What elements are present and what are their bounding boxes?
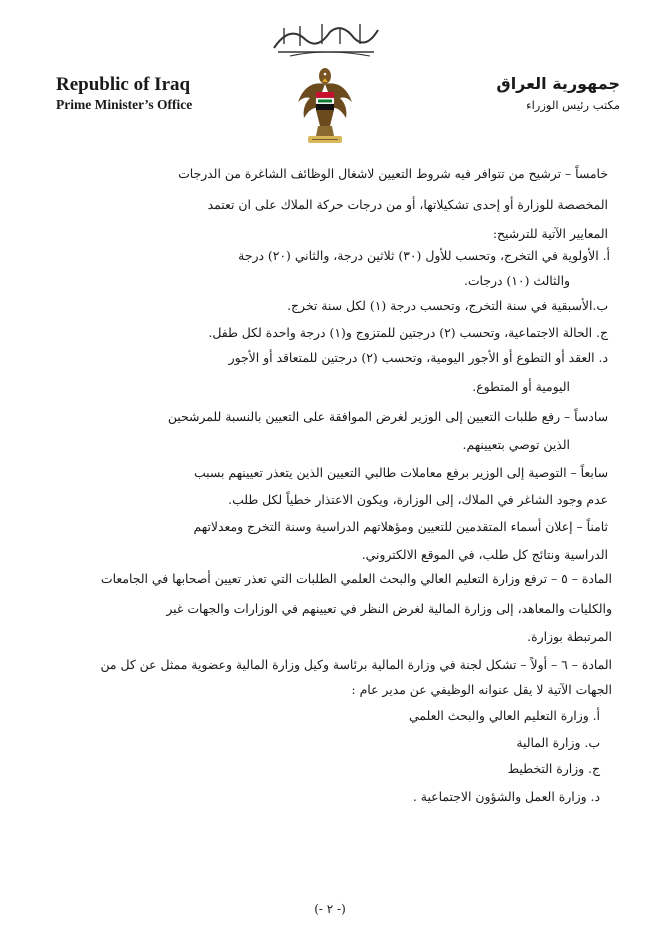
body-line: ب.الأسبقية في سنة التخرج، وتحسب درجة (١) لكل سنة تخرج. bbox=[287, 298, 608, 313]
body-line: اليومية أو المتطوع. bbox=[472, 379, 570, 394]
body-line: المخصصة للوزارة أو إحدى تشكيلاتها، أو من درجات حركة الملاك على ان تعتمد bbox=[207, 197, 608, 212]
basmala-calligraphy bbox=[270, 18, 382, 58]
body-line: الدراسية ونتائج كل طلب، في الموقع الالكتروني. bbox=[361, 547, 608, 562]
body-line: المرتبطة بوزارة. bbox=[527, 629, 612, 644]
body-line: والثالث (١٠) درجات. bbox=[463, 273, 570, 288]
body-line: المادة – ٥ – ترفع وزارة التعليم العالي والبحث العلمي الطلبات التي تعذر تعيين أصحابها في الجامعات bbox=[100, 571, 612, 586]
arabic-title: جمهورية العراق bbox=[496, 74, 620, 93]
body-line: ج. الحالة الاجتماعية، وتحسب (٢) درجتين للمتزوج و(١) درجة واحدة لكل طفل. bbox=[208, 325, 608, 340]
body-line: د. وزارة العمل والشؤون الاجتماعية . bbox=[412, 789, 600, 804]
arabic-subtitle: مكتب رئيس الوزراء bbox=[526, 98, 620, 112]
body-line: سادساً – رفع طلبات التعيين إلى الوزير لغرض الموافقة على التعيين بالنسبة للمرشحين bbox=[167, 409, 608, 424]
body-line: ج. وزارة التخطيط bbox=[507, 761, 600, 776]
body-line: ب. وزارة المالية bbox=[516, 735, 600, 750]
english-title: Republic of Iraq bbox=[56, 74, 191, 95]
body-line: الجهات الآتية لا يقل عنوانه الوظيفي عن مدير عام : bbox=[351, 682, 612, 697]
english-subtitle: Prime Minister’s Office bbox=[56, 97, 193, 112]
body-line: ثامناً – إعلان أسماء المتقدمين للتعيين ومؤهلاتهم الدراسية وسنة التخرج ومعدلاتهم bbox=[193, 519, 608, 534]
body-line: أ. وزارة التعليم العالي والبحث العلمي bbox=[409, 708, 600, 723]
page-number: (- ٢ -) bbox=[314, 902, 346, 916]
body-line: د. العقد أو التطوع أو الأجور اليومية، وتحسب (٢) درجتين للمتعاقد أو الأجور bbox=[228, 350, 608, 365]
body-line: المعايير الآتية للترشيح: bbox=[492, 226, 608, 241]
body-line: الذين توصي بتعيينهم. bbox=[462, 437, 570, 452]
body-line: عدم وجود الشاغر في الملاك، إلى الوزارة، ويكون الاعتذار خطياً لكل طلب. bbox=[228, 492, 608, 507]
body-line: أ. الأولوية في التخرج، وتحسب للأول (٣٠) ثلاثين درجة، والثاني (٢٠) درجة bbox=[238, 248, 610, 263]
body-line: والكليات والمعاهد، إلى وزارة المالية لغرض النظر في تعيينهم في الوزارات والجهات غير bbox=[166, 601, 612, 616]
iraq-emblem-icon bbox=[294, 62, 356, 150]
body-line: خامساً – ترشيح من تتوافر فيه شروط التعيين لاشغال الوظائف الشاغرة من الدرجات bbox=[178, 166, 608, 181]
body-line: سابعاً – التوصية إلى الوزير برفع معاملات طالبي التعيين الذين يتعذر تعيينهم بسبب bbox=[194, 465, 608, 480]
body-line: المادة – ٦ – أولاً – تشكل لجنة في وزارة المالية برئاسة وكيل وزارة المالية وعضوية ممثل عن كل من bbox=[100, 657, 612, 672]
